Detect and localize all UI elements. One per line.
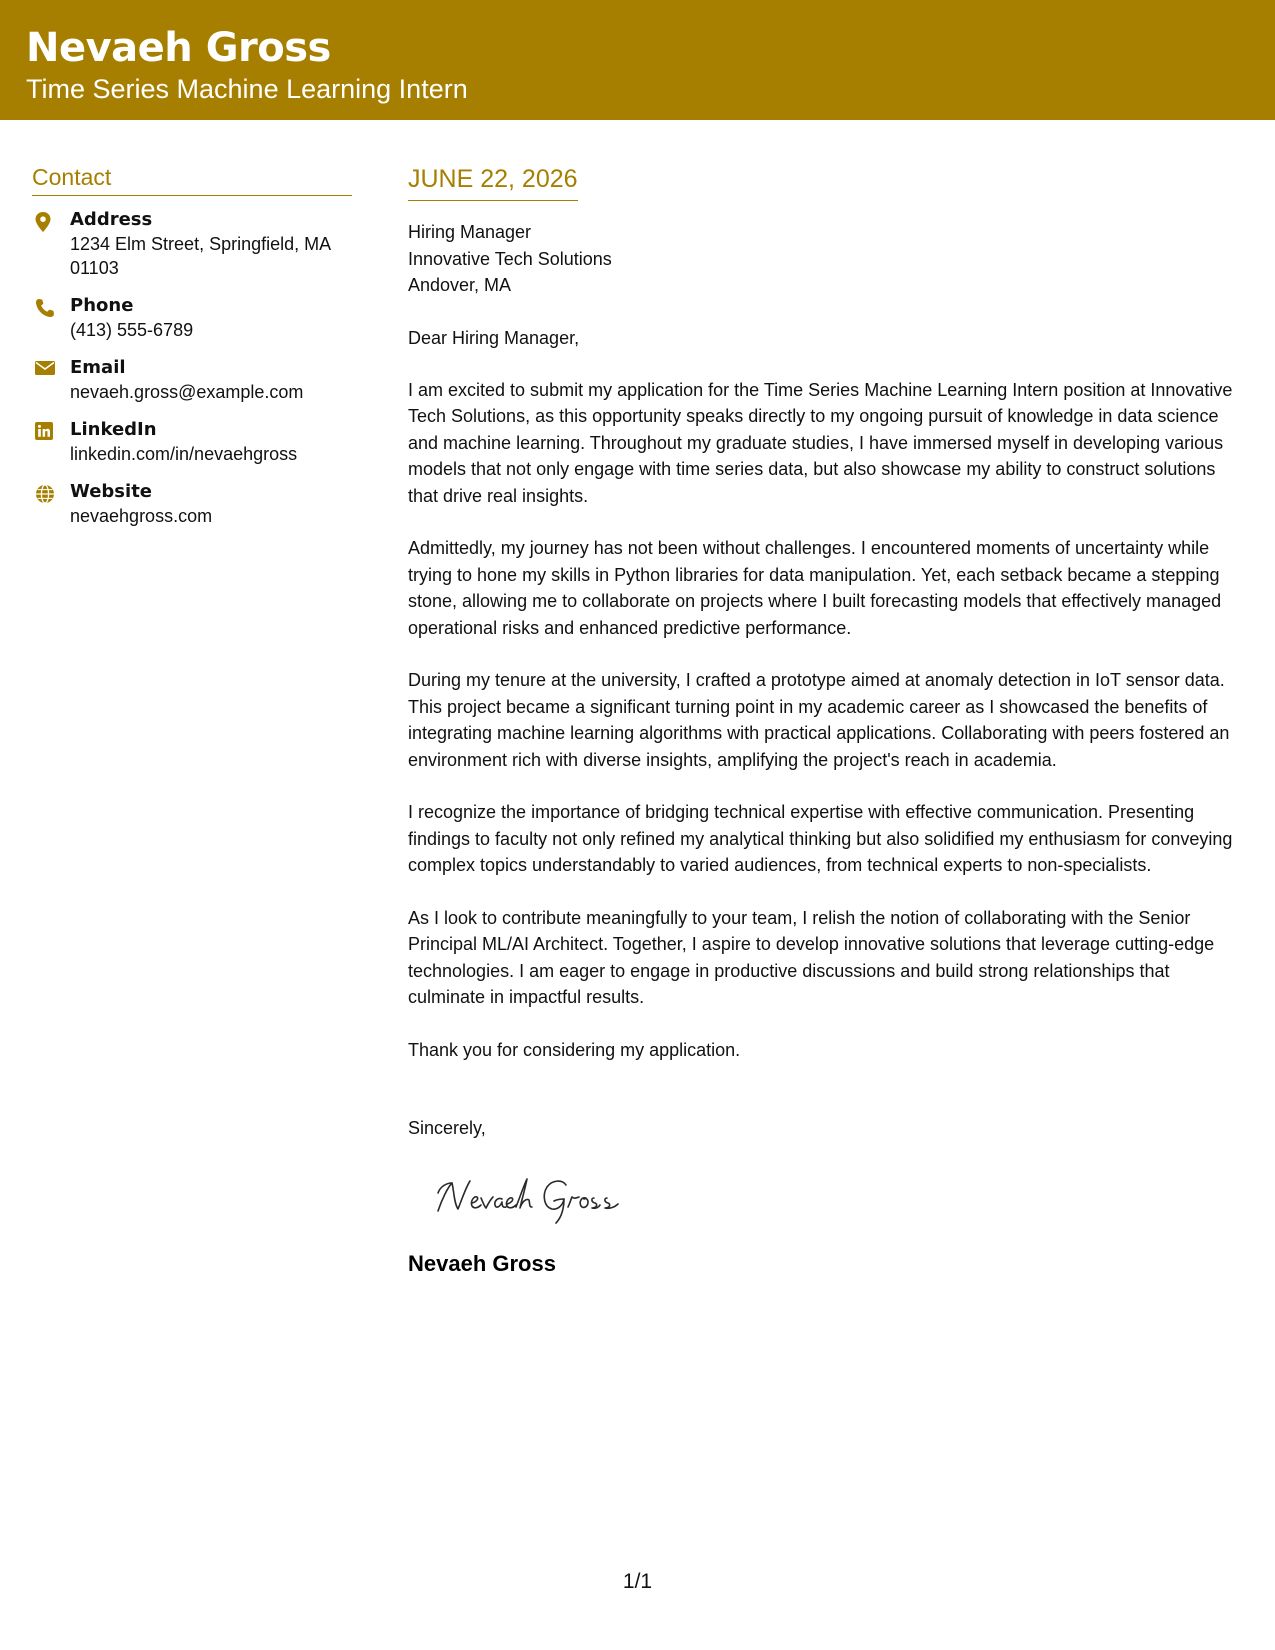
contact-sidebar (32, 163, 352, 542)
recipient-line: Andover, MA (408, 275, 512, 295)
letter-paragraph: During my tenure at the university, I crafted a prototype aimed at anomaly detection in IoT sensor data. This project became a significant turning point in my academic career as I showcased the benefits of integrating machine learning algorithms with practical applications. Collaborating with peers fostered an environment rich with diverse insights, amplifying the project's reach in academia. (408, 670, 1230, 770)
letter-paragraph: I recognize the importance of bridging technical expertise with effective communication. Presenting findings to faculty not only refined my analytical thinking but also solidified my enthusiasm for conveying complex topics understandably to varied audiences, from technical experts to non-specialists. (408, 802, 1233, 875)
contact-label: Phone (70, 295, 134, 316)
page-number: 1/1 (622, 1570, 653, 1593)
letter-paragraph: I am excited to submit my application for the Time Series Machine Learning Intern position at Innovative Tech Solutions, as this opportunity speaks directly to my ongoing pursuit of knowledge in data science and machine learning. Throughout my graduate studies, I have immersed myself in developing various models that not only engage with time series data, but also showcase my ability to construct solutions that drive real insights. (408, 379, 1233, 506)
website-value: nevaehgross.com (70, 506, 213, 526)
contact-label: Address (70, 209, 153, 230)
linkedin-icon (32, 418, 70, 466)
letter-body (408, 163, 1243, 1278)
contact-label: LinkedIn (70, 419, 157, 440)
applicant-name: Nevaeh Gross (26, 25, 331, 71)
letter-paragraph: Admittedly, my journey has not been without challenges. I encountered moments of uncertainty while trying to hone my skills in Python libraries for data manipulation. Yet, each setback became a stepping stone, allowing me to collaborate on projects where I built forecasting models that effectively managed operational risks and enhanced predictive performance. (408, 538, 1222, 638)
phone-icon (32, 294, 70, 342)
closing: Sincerely, (408, 1118, 486, 1138)
contact-item-website (32, 480, 352, 528)
letter-paragraph: Thank you for considering my application. (408, 1039, 741, 1060)
contact-item-address (32, 208, 352, 280)
contact-label: Email (70, 357, 126, 378)
linkedin-value: linkedin.com/in/nevaehgross (70, 444, 298, 464)
letter-paragraph: As I look to contribute meaningfully to your team, I relish the notion of collaborating with the Senior Principal ML/AI Architect. Together, I aspire to develop innovative solutions that leverage cutting-edge technologies. I am eager to engage in productive discussions and build strong relationships that culminate in impactful results. (408, 907, 1215, 1007)
contact-item-phone (32, 294, 352, 342)
contact-item-email (32, 356, 352, 404)
letter-date: JUNE 22, 2026 (408, 163, 578, 201)
map-pin-icon (32, 208, 70, 280)
recipient-line: Innovative Tech Solutions (408, 248, 612, 269)
recipient-block (408, 219, 1243, 299)
email-value: nevaeh.gross@example.com (70, 382, 304, 402)
job-title: Time Series Machine Learning Intern (26, 74, 468, 104)
globe-icon (32, 480, 70, 528)
phone-value: (413) 555-6789 (70, 320, 194, 340)
envelope-icon (32, 356, 70, 404)
salutation: Dear Hiring Manager, (408, 327, 580, 348)
contact-item-linkedin (32, 418, 352, 466)
contact-heading: Contact (32, 163, 352, 196)
contact-label: Website (70, 481, 153, 502)
contact-list (32, 208, 352, 528)
handwritten-signature (432, 1167, 662, 1227)
signature-name: Nevaeh Gross (408, 1251, 556, 1276)
header-banner (0, 0, 1275, 120)
address-value: 1234 Elm Street, Springfield, MA 01103 (70, 234, 331, 278)
recipient-line: Hiring Manager (408, 222, 532, 242)
